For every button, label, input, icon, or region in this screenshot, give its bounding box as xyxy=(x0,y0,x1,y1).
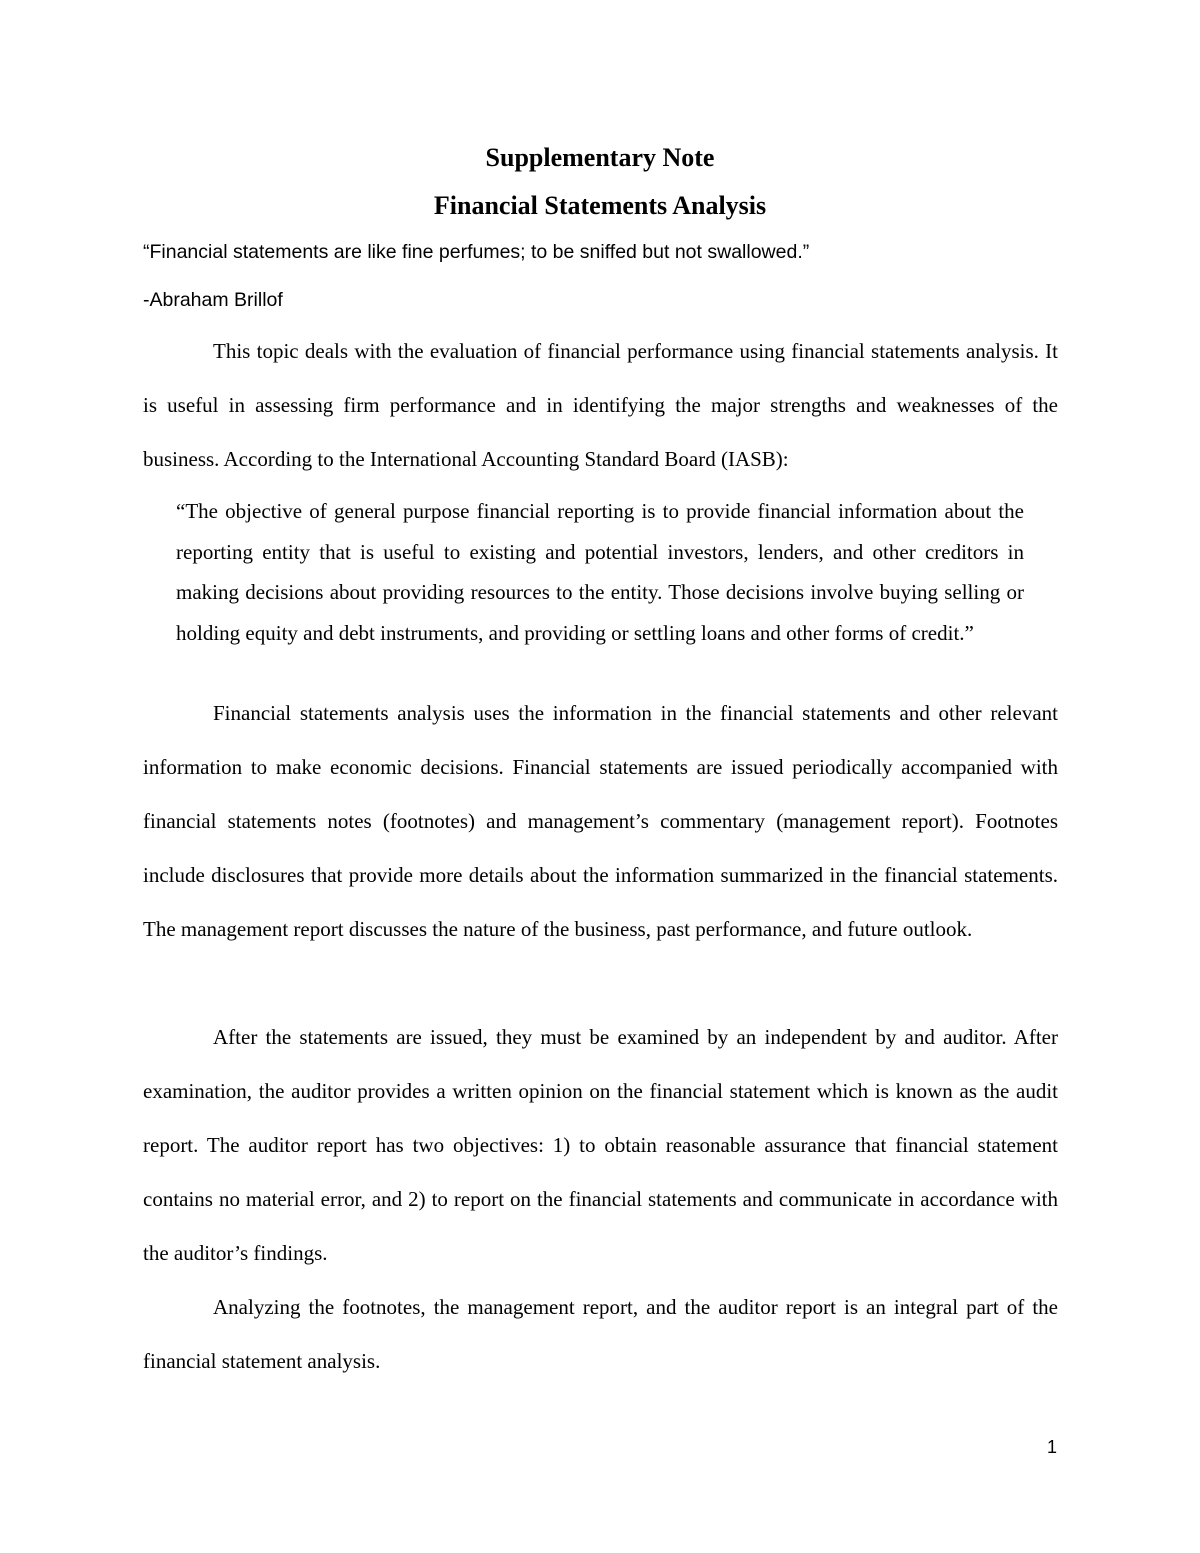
block-quote: “The objective of general purpose financial reporting is to provide financial information about the reporting entity that is useful to existing and potential investors, lenders, and other creditors in making decisions about providing resources to the entity. Those decisions involve buying selling or holding equity and debt instruments, and providing or settling loans and other forms of credit.” xyxy=(176,499,1024,645)
body-paragraph: After the statements are issued, they must be examined by an independent by and auditor. After examination, the auditor provides a written opinion on the financial statement which is known as the audit report. The auditor report has two objectives: 1) to obtain reasonable assurance that financial statement contains no material error, and 2) to report on the financial statements and communicate in accordance with the auditor’s findings. xyxy=(143,1025,1058,1265)
page-number: 1 xyxy=(1046,1437,1057,1457)
document-subtitle: Financial Statements Analysis xyxy=(433,191,767,220)
body-paragraph: This topic deals with the evaluation of financial performance using financial statements analysis. It is useful in assessing firm performance and in identifying the major strengths and weaknesses of the business. According to the International Accounting Standard Board (IASB): xyxy=(143,339,1058,471)
epigraph-author: -Abraham Brillof xyxy=(143,289,283,311)
body-paragraph: Financial statements analysis uses the information in the financial statements and other relevant information to make economic decisions. Financial statements are issued periodically accompanied with financial statements notes (footnotes) and management’s commentary (management report). Footnotes include disclosures that provide more details about the information summarized in the financial statements. The management report discusses the nature of the business, past performance, and future outlook. xyxy=(143,701,1058,941)
body-paragraph: Analyzing the footnotes, the management report, and the auditor report is an integral part of the financial statement analysis. xyxy=(143,1295,1058,1373)
epigraph-quote: “Financial statements are like fine perfumes; to be sniffed but not swallowed.” xyxy=(143,241,810,263)
document-title: Supplementary Note xyxy=(485,143,715,172)
